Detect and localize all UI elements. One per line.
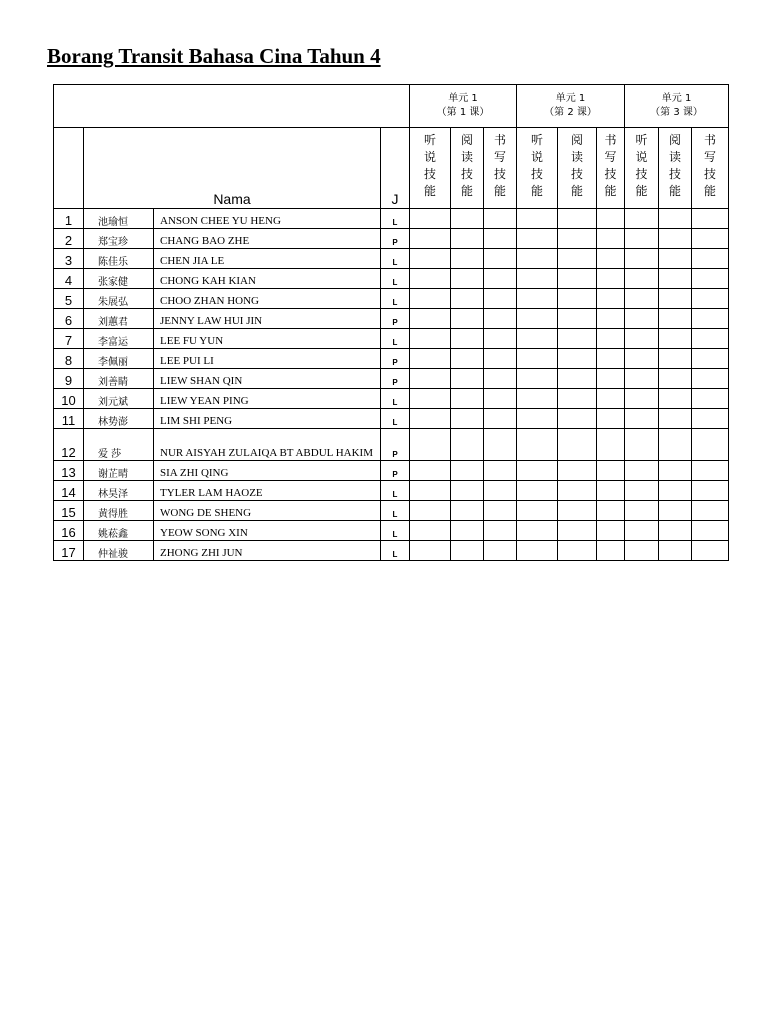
chinese-name: 刘元斌 xyxy=(84,389,154,409)
row-number: 8 xyxy=(54,349,84,369)
skill-score-cell[interactable] xyxy=(558,289,597,309)
gender-code: L xyxy=(381,329,410,349)
skill-score-cell[interactable] xyxy=(451,349,484,369)
skill-header-unit2-3: 书 写 技 能 xyxy=(597,128,625,209)
student-name: LIEW SHAN QIN xyxy=(154,369,381,389)
chinese-name: 谢芷晴 xyxy=(84,461,154,481)
chinese-name: 郑宝珍 xyxy=(84,229,154,249)
skill-header-unit3-1: 听 说 技 能 xyxy=(625,128,659,209)
skill-score-cell[interactable] xyxy=(692,349,729,369)
student-name: NUR AISYAH ZULAIQA BT ABDUL HAKIM xyxy=(154,429,381,461)
skill-score-cell[interactable] xyxy=(597,389,625,409)
student-name: TYLER LAM HAOZE xyxy=(154,481,381,501)
table-row xyxy=(54,229,729,249)
gender-code: L xyxy=(381,389,410,409)
skill-score-cell[interactable] xyxy=(517,229,558,249)
page-title: Borang Transit Bahasa Cina Tahun 4 xyxy=(47,44,381,68)
student-name: JENNY LAW HUI JIN xyxy=(154,309,381,329)
skill-score-cell[interactable] xyxy=(484,461,517,481)
table-row xyxy=(54,249,729,269)
row-number: 2 xyxy=(54,229,84,249)
chinese-name: 李富运 xyxy=(84,329,154,349)
table-row xyxy=(54,329,729,349)
skill-score-cell[interactable] xyxy=(625,249,659,269)
skill-score-cell[interactable] xyxy=(597,369,625,389)
skill-score-cell[interactable] xyxy=(625,389,659,409)
skill-score-cell[interactable] xyxy=(692,289,729,309)
gender-code: L xyxy=(381,289,410,309)
skill-score-cell[interactable] xyxy=(410,209,451,229)
skill-score-cell[interactable] xyxy=(659,481,692,501)
skill-score-cell[interactable] xyxy=(625,541,659,561)
row-number: 7 xyxy=(54,329,84,349)
skill-score-cell[interactable] xyxy=(517,481,558,501)
skill-score-cell[interactable] xyxy=(410,269,451,289)
skill-score-cell[interactable] xyxy=(625,501,659,521)
skill-score-cell[interactable] xyxy=(597,309,625,329)
table-row xyxy=(54,461,729,481)
skill-score-cell[interactable] xyxy=(597,329,625,349)
skill-score-cell[interactable] xyxy=(484,521,517,541)
gender-code: L xyxy=(381,409,410,429)
skill-score-cell[interactable] xyxy=(484,249,517,269)
skill-score-cell[interactable] xyxy=(410,521,451,541)
skill-score-cell[interactable] xyxy=(484,541,517,561)
skill-score-cell[interactable] xyxy=(410,249,451,269)
no-header xyxy=(54,128,84,209)
skill-header-unit1-2: 阅 读 技 能 xyxy=(451,128,484,209)
chinese-name: 黄得胜 xyxy=(84,501,154,521)
nama-header: Nama xyxy=(84,128,381,209)
skill-score-cell[interactable] xyxy=(558,249,597,269)
skill-score-cell[interactable] xyxy=(484,501,517,521)
skill-score-cell[interactable] xyxy=(625,481,659,501)
skill-score-cell[interactable] xyxy=(597,249,625,269)
skill-score-cell[interactable] xyxy=(558,369,597,389)
skill-score-cell[interactable] xyxy=(410,329,451,349)
chinese-name: 朱展弘 xyxy=(84,289,154,309)
skill-score-cell[interactable] xyxy=(659,209,692,229)
skill-score-cell[interactable] xyxy=(659,349,692,369)
row-number: 1 xyxy=(54,209,84,229)
chinese-name: 李佩丽 xyxy=(84,349,154,369)
skill-score-cell[interactable] xyxy=(659,461,692,481)
gender-code: P xyxy=(381,229,410,249)
gender-code: L xyxy=(381,501,410,521)
skill-score-cell[interactable] xyxy=(451,329,484,349)
row-number: 4 xyxy=(54,269,84,289)
gender-code: L xyxy=(381,521,410,541)
gender-code: P xyxy=(381,429,410,461)
student-name: CHEN JIA LE xyxy=(154,249,381,269)
skill-score-cell[interactable] xyxy=(597,289,625,309)
student-name: SIA ZHI QING xyxy=(154,461,381,481)
row-number: 6 xyxy=(54,309,84,329)
skill-score-cell[interactable] xyxy=(625,269,659,289)
skill-score-cell[interactable] xyxy=(692,309,729,329)
skill-score-cell[interactable] xyxy=(597,501,625,521)
skill-score-cell[interactable] xyxy=(410,481,451,501)
skill-score-cell[interactable] xyxy=(484,269,517,289)
skill-score-cell[interactable] xyxy=(558,461,597,481)
row-number: 11 xyxy=(54,409,84,429)
skill-score-cell[interactable] xyxy=(659,541,692,561)
skill-score-cell[interactable] xyxy=(659,501,692,521)
skill-score-cell[interactable] xyxy=(625,209,659,229)
skill-score-cell[interactable] xyxy=(625,369,659,389)
table-row xyxy=(54,521,729,541)
row-number: 14 xyxy=(54,481,84,501)
skill-score-cell[interactable] xyxy=(659,229,692,249)
skill-score-cell[interactable] xyxy=(517,209,558,229)
skill-score-cell[interactable] xyxy=(558,481,597,501)
student-name: LEE FU YUN xyxy=(154,329,381,349)
skill-score-cell[interactable] xyxy=(659,521,692,541)
skill-header-unit1-1: 听 说 技 能 xyxy=(410,128,451,209)
skill-score-cell[interactable] xyxy=(692,389,729,409)
skill-score-cell[interactable] xyxy=(410,389,451,409)
skill-score-cell[interactable] xyxy=(484,289,517,309)
gender-code: L xyxy=(381,481,410,501)
skill-score-cell[interactable] xyxy=(597,461,625,481)
skill-score-cell[interactable] xyxy=(451,269,484,289)
skill-score-cell[interactable] xyxy=(659,409,692,429)
row-number: 3 xyxy=(54,249,84,269)
table-row xyxy=(54,501,729,521)
skill-score-cell[interactable] xyxy=(558,429,597,461)
skill-score-cell[interactable] xyxy=(451,521,484,541)
skill-score-cell[interactable] xyxy=(451,409,484,429)
skill-score-cell[interactable] xyxy=(451,369,484,389)
skill-score-cell[interactable] xyxy=(659,269,692,289)
skill-score-cell[interactable] xyxy=(692,541,729,561)
skill-score-cell[interactable] xyxy=(692,249,729,269)
skill-score-cell[interactable] xyxy=(692,429,729,461)
skill-score-cell[interactable] xyxy=(517,541,558,561)
skill-score-cell[interactable] xyxy=(410,501,451,521)
row-number: 17 xyxy=(54,541,84,561)
skill-score-cell[interactable] xyxy=(484,349,517,369)
skill-score-cell[interactable] xyxy=(451,541,484,561)
skill-score-cell[interactable] xyxy=(692,481,729,501)
skill-score-cell[interactable] xyxy=(451,289,484,309)
row-number: 12 xyxy=(54,429,84,461)
skill-score-cell[interactable] xyxy=(597,409,625,429)
skill-header-unit1-3: 书 写 技 能 xyxy=(484,128,517,209)
skill-score-cell[interactable] xyxy=(451,309,484,329)
skill-score-cell[interactable] xyxy=(692,369,729,389)
skill-score-cell[interactable] xyxy=(558,349,597,369)
skill-score-cell[interactable] xyxy=(625,329,659,349)
skill-score-cell[interactable] xyxy=(451,461,484,481)
chinese-name: 刘蕙君 xyxy=(84,309,154,329)
skill-score-cell[interactable] xyxy=(597,481,625,501)
student-name: YEOW SONG XIN xyxy=(154,521,381,541)
gender-code: P xyxy=(381,309,410,329)
skill-score-cell[interactable] xyxy=(517,429,558,461)
skill-score-cell[interactable] xyxy=(625,429,659,461)
skill-score-cell[interactable] xyxy=(659,309,692,329)
chinese-name: 张家健 xyxy=(84,269,154,289)
table-row xyxy=(54,309,729,329)
skill-score-cell[interactable] xyxy=(410,429,451,461)
skill-score-cell[interactable] xyxy=(517,289,558,309)
chinese-name: 林昊泽 xyxy=(84,481,154,501)
table-row xyxy=(54,429,729,461)
skill-score-cell[interactable] xyxy=(410,541,451,561)
skill-score-cell[interactable] xyxy=(597,521,625,541)
skill-score-cell[interactable] xyxy=(625,409,659,429)
skill-score-cell[interactable] xyxy=(517,369,558,389)
skill-score-cell[interactable] xyxy=(517,521,558,541)
skill-score-cell[interactable] xyxy=(597,229,625,249)
skill-score-cell[interactable] xyxy=(625,461,659,481)
unit-header-3: 单元 1 （第 3 课） xyxy=(625,85,729,128)
skill-header-unit2-1: 听 说 技 能 xyxy=(517,128,558,209)
skill-score-cell[interactable] xyxy=(484,369,517,389)
skill-score-cell[interactable] xyxy=(484,229,517,249)
skill-score-cell[interactable] xyxy=(558,389,597,409)
skill-score-cell[interactable] xyxy=(517,501,558,521)
skill-score-cell[interactable] xyxy=(659,389,692,409)
skill-score-cell[interactable] xyxy=(451,481,484,501)
skill-score-cell[interactable] xyxy=(517,329,558,349)
skill-score-cell[interactable] xyxy=(484,309,517,329)
skill-score-cell[interactable] xyxy=(625,349,659,369)
row-number: 16 xyxy=(54,521,84,541)
skill-score-cell[interactable] xyxy=(558,409,597,429)
chinese-name: 仲祉骏 xyxy=(84,541,154,561)
skill-score-cell[interactable] xyxy=(451,249,484,269)
skill-score-cell[interactable] xyxy=(659,329,692,349)
skill-score-cell[interactable] xyxy=(558,329,597,349)
chinese-name: 林势澎 xyxy=(84,409,154,429)
table-row xyxy=(54,389,729,409)
skill-score-cell[interactable] xyxy=(625,521,659,541)
skill-score-cell[interactable] xyxy=(558,209,597,229)
skill-score-cell[interactable] xyxy=(517,309,558,329)
table-row xyxy=(54,269,729,289)
skill-score-cell[interactable] xyxy=(558,541,597,561)
skill-score-cell[interactable] xyxy=(484,209,517,229)
skill-header-unit3-3: 书 写 技 能 xyxy=(692,128,729,209)
skill-score-cell[interactable] xyxy=(451,429,484,461)
chinese-name: 陈佳乐 xyxy=(84,249,154,269)
skill-score-cell[interactable] xyxy=(451,501,484,521)
skill-score-cell[interactable] xyxy=(517,269,558,289)
skill-score-cell[interactable] xyxy=(484,481,517,501)
skill-score-cell[interactable] xyxy=(625,289,659,309)
student-name: WONG DE SHENG xyxy=(154,501,381,521)
chinese-name: 爱 莎 xyxy=(84,429,154,461)
row-number: 10 xyxy=(54,389,84,409)
skill-score-cell[interactable] xyxy=(692,269,729,289)
table-row xyxy=(54,481,729,501)
table-row xyxy=(54,209,729,229)
skill-header-unit3-2: 阅 读 技 能 xyxy=(659,128,692,209)
student-name: ANSON CHEE YU HENG xyxy=(154,209,381,229)
gender-code: L xyxy=(381,269,410,289)
skill-score-cell[interactable] xyxy=(484,409,517,429)
skill-score-cell[interactable] xyxy=(692,409,729,429)
student-name: ZHONG ZHI JUN xyxy=(154,541,381,561)
gender-code: L xyxy=(381,249,410,269)
skill-score-cell[interactable] xyxy=(692,461,729,481)
skill-score-cell[interactable] xyxy=(659,429,692,461)
skill-score-cell[interactable] xyxy=(451,209,484,229)
skill-score-cell[interactable] xyxy=(517,409,558,429)
skill-score-cell[interactable] xyxy=(451,229,484,249)
skill-score-cell[interactable] xyxy=(659,289,692,309)
header-blank-cell xyxy=(54,85,410,128)
table-row xyxy=(54,409,729,429)
skill-score-cell[interactable] xyxy=(484,389,517,409)
skill-score-cell[interactable] xyxy=(517,249,558,269)
skill-score-cell[interactable] xyxy=(517,461,558,481)
chinese-name: 姚菘鑫 xyxy=(84,521,154,541)
student-name: CHANG BAO ZHE xyxy=(154,229,381,249)
gender-header: J xyxy=(381,128,410,209)
skill-score-cell[interactable] xyxy=(484,329,517,349)
skill-score-cell[interactable] xyxy=(410,289,451,309)
skill-score-cell[interactable] xyxy=(410,349,451,369)
skill-score-cell[interactable] xyxy=(625,309,659,329)
skill-score-cell[interactable] xyxy=(517,349,558,369)
chinese-name: 刘善睛 xyxy=(84,369,154,389)
student-name: CHONG KAH KIAN xyxy=(154,269,381,289)
skill-score-cell[interactable] xyxy=(625,229,659,249)
table-row xyxy=(54,349,729,369)
student-name: LEE PUI LI xyxy=(154,349,381,369)
skill-score-cell[interactable] xyxy=(451,389,484,409)
skill-score-cell[interactable] xyxy=(692,209,729,229)
row-number: 9 xyxy=(54,369,84,389)
gender-code: L xyxy=(381,209,410,229)
skill-score-cell[interactable] xyxy=(484,429,517,461)
skill-header-unit2-2: 阅 读 技 能 xyxy=(558,128,597,209)
gender-code: P xyxy=(381,349,410,369)
row-number: 5 xyxy=(54,289,84,309)
gender-code: L xyxy=(381,541,410,561)
skill-score-cell[interactable] xyxy=(410,369,451,389)
skill-score-cell[interactable] xyxy=(597,269,625,289)
table-row xyxy=(54,541,729,561)
skill-score-cell[interactable] xyxy=(692,521,729,541)
skill-score-cell[interactable] xyxy=(597,429,625,461)
skill-score-cell[interactable] xyxy=(597,541,625,561)
gender-code: P xyxy=(381,461,410,481)
skill-score-cell[interactable] xyxy=(410,409,451,429)
student-name: CHOO ZHAN HONG xyxy=(154,289,381,309)
gender-code: P xyxy=(381,369,410,389)
table-row xyxy=(54,369,729,389)
skill-score-cell[interactable] xyxy=(410,229,451,249)
row-number: 13 xyxy=(54,461,84,481)
skill-score-cell[interactable] xyxy=(558,309,597,329)
skill-score-cell[interactable] xyxy=(692,501,729,521)
skill-score-cell[interactable] xyxy=(410,461,451,481)
skill-score-cell[interactable] xyxy=(692,329,729,349)
table-row xyxy=(54,289,729,309)
skill-score-cell[interactable] xyxy=(597,209,625,229)
skill-score-cell[interactable] xyxy=(597,349,625,369)
skill-score-cell[interactable] xyxy=(558,269,597,289)
skill-score-cell[interactable] xyxy=(410,309,451,329)
student-name: LIEW YEAN PING xyxy=(154,389,381,409)
skill-score-cell[interactable] xyxy=(558,521,597,541)
skill-score-cell[interactable] xyxy=(692,229,729,249)
skill-score-cell[interactable] xyxy=(659,369,692,389)
skill-score-cell[interactable] xyxy=(558,501,597,521)
transit-form-table xyxy=(53,84,729,561)
student-name: LIM SHI PENG xyxy=(154,409,381,429)
skill-score-cell[interactable] xyxy=(659,249,692,269)
row-number: 15 xyxy=(54,501,84,521)
skill-score-cell[interactable] xyxy=(558,229,597,249)
unit-header-2: 单元 1 （第 2 课） xyxy=(517,85,625,128)
chinese-name: 池瑜恒 xyxy=(84,209,154,229)
skill-score-cell[interactable] xyxy=(517,389,558,409)
unit-header-1: 单元 1 （第 1 课） xyxy=(410,85,517,128)
